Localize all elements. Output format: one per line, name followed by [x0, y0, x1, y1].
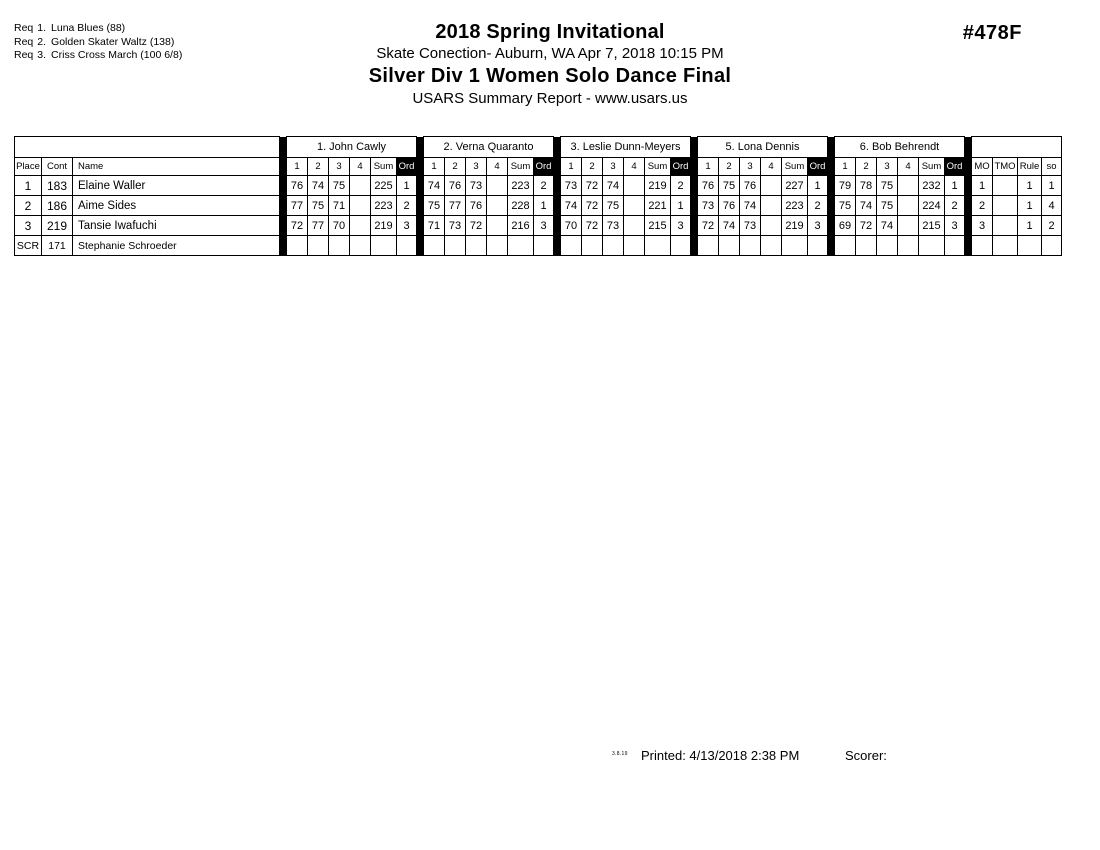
- row-judge3-score1: 73: [561, 176, 582, 196]
- row-judge1-score4: [350, 196, 371, 216]
- row-judge5-sum: 232: [919, 176, 945, 196]
- row-judge4-score2: [719, 236, 740, 256]
- row-judge4-sum: 223: [782, 196, 808, 216]
- row-judge2-ord: [534, 236, 554, 256]
- row-judge1-ord: 1: [397, 176, 417, 196]
- row-judge4-score4: [761, 196, 782, 216]
- column-header-judge4-score1: 1: [698, 158, 719, 176]
- row-judge5-score2: [856, 236, 877, 256]
- row-so: 1: [1042, 176, 1062, 196]
- judge-block-separator: [691, 137, 698, 158]
- column-header-judge3-score1: 1: [561, 158, 582, 176]
- judge-block-separator: [828, 158, 835, 176]
- row-judge1-score4: [350, 216, 371, 236]
- column-header-judge2-score2: 2: [445, 158, 466, 176]
- row-judge1-score1: 72: [287, 216, 308, 236]
- row-judge3-score3: 74: [603, 176, 624, 196]
- row-judge2-score1: 74: [424, 176, 445, 196]
- row-judge3-score2: 72: [582, 196, 603, 216]
- column-header-judge5-score3: 3: [877, 158, 898, 176]
- judge-block-separator: [691, 176, 698, 196]
- event-division-title: Silver Div 1 Women Solo Dance Final: [368, 65, 732, 87]
- row-judge4-score3: [740, 236, 761, 256]
- row-place: 1: [15, 176, 42, 196]
- judge-block-separator: [417, 196, 424, 216]
- judge-block-separator: [554, 176, 561, 196]
- row-judge5-ord: 2: [945, 196, 965, 216]
- row-judge1-ord: 3: [397, 216, 417, 236]
- judge-block-separator: [965, 236, 972, 256]
- row-judge5-score1: [835, 236, 856, 256]
- results-table: [14, 136, 1062, 256]
- row-judge2-score2: 73: [445, 216, 466, 236]
- column-header-judge1-sum: Sum: [371, 158, 397, 176]
- row-judge1-sum: 219: [371, 216, 397, 236]
- row-judge4-score3: 73: [740, 216, 761, 236]
- judge-header-2: 2. Verna Quaranto: [424, 137, 554, 158]
- row-judge3-score2: 72: [582, 176, 603, 196]
- judge-block-separator: [691, 196, 698, 216]
- row-judge4-score3: 74: [740, 196, 761, 216]
- column-header-so: so: [1042, 158, 1062, 176]
- row-judge5-score4: [898, 216, 919, 236]
- row-judge2-sum: 228: [508, 196, 534, 216]
- row-judge1-ord: [397, 236, 417, 256]
- judge-block-separator: [417, 236, 424, 256]
- judge-block-separator: [691, 236, 698, 256]
- row-judge5-score4: [898, 196, 919, 216]
- row-judge5-sum: [919, 236, 945, 256]
- row-judge5-sum: 224: [919, 196, 945, 216]
- row-judge5-score4: [898, 176, 919, 196]
- row-judge4-ord: 2: [808, 196, 828, 216]
- judge-block-separator: [965, 196, 972, 216]
- row-judge2-score2: 76: [445, 176, 466, 196]
- column-header-judge4-score3: 3: [740, 158, 761, 176]
- row-judge1-score4: [350, 236, 371, 256]
- row-judge2-score3: 72: [466, 216, 487, 236]
- row-judge3-ord: [671, 236, 691, 256]
- row-judge5-score4: [898, 236, 919, 256]
- judge-header-3: 3. Leslie Dunn-Meyers: [561, 137, 691, 158]
- row-judge1-score2: [308, 236, 329, 256]
- row-judge5-ord: 3: [945, 216, 965, 236]
- column-header-judge2-sum: Sum: [508, 158, 534, 176]
- row-judge5-score3: 74: [877, 216, 898, 236]
- judge-block-separator: [554, 196, 561, 216]
- row-judge2-score4: [487, 196, 508, 216]
- row-judge1-score2: 75: [308, 196, 329, 216]
- row-judge4-score3: 76: [740, 176, 761, 196]
- row-judge4-score1: 76: [698, 176, 719, 196]
- judge-header-5: 6. Bob Behrendt: [835, 137, 965, 158]
- event-title: 2018 Spring Invitational: [435, 21, 665, 43]
- judge-block-separator: [828, 236, 835, 256]
- judge-block-separator: [417, 158, 424, 176]
- row-judge4-score4: [761, 236, 782, 256]
- judge-block-separator: [280, 158, 287, 176]
- row-tmo: [993, 216, 1018, 236]
- row-judge1-score3: 75: [329, 176, 350, 196]
- row-judge3-score4: [624, 236, 645, 256]
- column-header-judge4-sum: Sum: [782, 158, 808, 176]
- row-tmo: [993, 176, 1018, 196]
- row-judge3-score4: [624, 196, 645, 216]
- row-judge5-ord: 1: [945, 176, 965, 196]
- row-judge2-sum: 223: [508, 176, 534, 196]
- row-judge4-sum: 219: [782, 216, 808, 236]
- event-subtitle: Skate Conection- Auburn, WA Apr 7, 2018 10:15 PM: [376, 45, 724, 62]
- row-rule: 1: [1018, 196, 1042, 216]
- judge-header-1: 1. John Cawly: [287, 137, 417, 158]
- column-header-judge1-score3: 3: [329, 158, 350, 176]
- row-judge3-ord: 1: [671, 196, 691, 216]
- row-contestant-number: 183: [42, 176, 73, 196]
- judge-block-separator: [965, 216, 972, 236]
- judge-block-separator: [691, 216, 698, 236]
- column-header-judge1-score2: 2: [308, 158, 329, 176]
- row-judge3-sum: 219: [645, 176, 671, 196]
- row-judge2-ord: 3: [534, 216, 554, 236]
- row-rule: [1018, 236, 1042, 256]
- judge-header-4: 5. Lona Dennis: [698, 137, 828, 158]
- row-judge1-score2: 74: [308, 176, 329, 196]
- row-judge3-ord: 3: [671, 216, 691, 236]
- row-judge5-score2: 78: [856, 176, 877, 196]
- row-place: 3: [15, 216, 42, 236]
- row-judge2-score3: 73: [466, 176, 487, 196]
- row-judge3-score3: 73: [603, 216, 624, 236]
- column-header-rule: Rule: [1018, 158, 1042, 176]
- row-place: 2: [15, 196, 42, 216]
- row-judge4-score1: 72: [698, 216, 719, 236]
- column-header-judge5-score2: 2: [856, 158, 877, 176]
- row-skater-name: Tansie Iwafuchi: [73, 216, 280, 236]
- judge-block-separator: [417, 216, 424, 236]
- judge-block-separator: [280, 216, 287, 236]
- requirement-text: Criss Cross March (100 6/8): [51, 49, 183, 61]
- table-top-left-blank: [15, 137, 280, 158]
- row-judge1-score3: 70: [329, 216, 350, 236]
- row-so: 4: [1042, 196, 1062, 216]
- row-judge3-score1: 74: [561, 196, 582, 216]
- row-mo: [972, 236, 993, 256]
- row-judge4-score4: [761, 176, 782, 196]
- row-judge4-ord: [808, 236, 828, 256]
- row-judge1-score1: 77: [287, 196, 308, 216]
- judge-block-separator: [965, 176, 972, 196]
- requirement-label: Req: [14, 35, 34, 48]
- row-judge4-ord: 1: [808, 176, 828, 196]
- row-judge5-ord: [945, 236, 965, 256]
- column-header-place: Place: [15, 158, 42, 176]
- row-judge5-score2: 72: [856, 216, 877, 236]
- row-judge2-score1: 71: [424, 216, 445, 236]
- row-judge4-sum: [782, 236, 808, 256]
- row-judge2-score2: [445, 236, 466, 256]
- row-judge1-sum: 225: [371, 176, 397, 196]
- row-judge2-score4: [487, 216, 508, 236]
- row-contestant-number: 171: [42, 236, 73, 256]
- column-header-judge2-score4: 4: [487, 158, 508, 176]
- row-judge5-score1: 75: [835, 196, 856, 216]
- row-judge2-score4: [487, 176, 508, 196]
- row-judge1-sum: 223: [371, 196, 397, 216]
- row-judge5-score3: 75: [877, 196, 898, 216]
- row-judge5-score1: 69: [835, 216, 856, 236]
- row-judge1-score3: [329, 236, 350, 256]
- row-judge4-score2: 75: [719, 176, 740, 196]
- judge-block-separator: [965, 137, 972, 158]
- table-row: [15, 236, 1062, 256]
- judge-block-separator: [554, 158, 561, 176]
- column-header-judge1-score1: 1: [287, 158, 308, 176]
- judge-block-separator: [828, 176, 835, 196]
- row-judge1-score1: 76: [287, 176, 308, 196]
- judge-block-separator: [280, 137, 287, 158]
- judge-block-separator: [554, 216, 561, 236]
- row-judge2-ord: 2: [534, 176, 554, 196]
- judge-name-row: [15, 137, 1062, 158]
- requirement-text: Luna Blues (88): [51, 22, 126, 34]
- requirement-text: Golden Skater Waltz (138): [51, 35, 175, 48]
- column-header-row: [15, 158, 1062, 176]
- column-header-mo: MO: [972, 158, 993, 176]
- row-judge1-score2: 77: [308, 216, 329, 236]
- row-judge4-score4: [761, 216, 782, 236]
- column-header-judge5-ord: Ord: [945, 158, 965, 176]
- judge-block-separator: [691, 158, 698, 176]
- table-row: [15, 176, 1062, 196]
- event-number: #478F: [962, 22, 1022, 44]
- scorer-label: Scorer:: [845, 748, 887, 763]
- row-so: 2: [1042, 216, 1062, 236]
- judge-block-separator: [280, 176, 287, 196]
- column-header-judge2-score1: 1: [424, 158, 445, 176]
- printed-timestamp: Printed: 4/13/2018 2:38 PM: [641, 748, 800, 763]
- row-judge4-score1: [698, 236, 719, 256]
- row-judge1-score4: [350, 176, 371, 196]
- row-judge4-score1: 73: [698, 196, 719, 216]
- table-row: [15, 216, 1062, 236]
- row-skater-name: Stephanie Schroeder: [73, 236, 280, 256]
- requirement-number: 2.: [37, 35, 47, 48]
- column-header-judge4-score4: 4: [761, 158, 782, 176]
- column-header-judge2-ord: Ord: [534, 158, 554, 176]
- row-judge4-ord: 3: [808, 216, 828, 236]
- column-header-judge3-score3: 3: [603, 158, 624, 176]
- column-header-judge3-sum: Sum: [645, 158, 671, 176]
- row-judge3-sum: [645, 236, 671, 256]
- requirement-number: 1.: [37, 22, 47, 34]
- version-stamp: 3.8.19: [612, 751, 628, 757]
- row-so: [1042, 236, 1062, 256]
- judge-block-separator: [828, 216, 835, 236]
- row-judge3-score1: [561, 236, 582, 256]
- row-rule: 1: [1018, 216, 1042, 236]
- requirement-label: Req: [14, 22, 34, 34]
- row-judge2-sum: [508, 236, 534, 256]
- column-header-judge4-ord: Ord: [808, 158, 828, 176]
- row-judge5-score2: 74: [856, 196, 877, 216]
- judge-block-separator: [554, 236, 561, 256]
- column-header-judge5-sum: Sum: [919, 158, 945, 176]
- column-header-judge3-ord: Ord: [671, 158, 691, 176]
- column-header-judge5-score1: 1: [835, 158, 856, 176]
- column-header-judge1-ord: Ord: [397, 158, 417, 176]
- row-mo: 2: [972, 196, 993, 216]
- judge-block-separator: [280, 196, 287, 216]
- row-mo: 3: [972, 216, 993, 236]
- row-judge1-score3: 71: [329, 196, 350, 216]
- tail-top-blank: [972, 137, 1062, 158]
- row-judge1-score1: [287, 236, 308, 256]
- table-row: [15, 196, 1062, 216]
- row-judge5-score3: 75: [877, 176, 898, 196]
- row-judge3-score2: 72: [582, 216, 603, 236]
- row-judge2-score3: 76: [466, 196, 487, 216]
- column-header-name: Name: [73, 158, 280, 176]
- row-judge2-ord: 1: [534, 196, 554, 216]
- row-judge2-score3: [466, 236, 487, 256]
- column-header-tmo: TMO: [993, 158, 1018, 176]
- row-judge5-score1: 79: [835, 176, 856, 196]
- column-header-cont: Cont: [42, 158, 73, 176]
- requirement-label: Req: [14, 49, 34, 61]
- row-tmo: [993, 236, 1018, 256]
- row-judge5-score3: [877, 236, 898, 256]
- row-judge3-score1: 70: [561, 216, 582, 236]
- column-header-judge1-score4: 4: [350, 158, 371, 176]
- judge-block-separator: [554, 137, 561, 158]
- column-header-judge5-score4: 4: [898, 158, 919, 176]
- judge-block-separator: [828, 196, 835, 216]
- row-tmo: [993, 196, 1018, 216]
- row-judge2-sum: 216: [508, 216, 534, 236]
- row-judge1-sum: [371, 236, 397, 256]
- row-judge2-score1: [424, 236, 445, 256]
- row-contestant-number: 219: [42, 216, 73, 236]
- row-rule: 1: [1018, 176, 1042, 196]
- judge-block-separator: [828, 137, 835, 158]
- row-judge2-score1: 75: [424, 196, 445, 216]
- row-judge3-sum: 215: [645, 216, 671, 236]
- row-judge3-score2: [582, 236, 603, 256]
- requirement-number: 3.: [37, 49, 47, 61]
- row-judge3-score4: [624, 176, 645, 196]
- row-skater-name: Aime Sides: [73, 196, 280, 216]
- judge-block-separator: [417, 176, 424, 196]
- report-source-line: USARS Summary Report - www.usars.us: [412, 90, 688, 107]
- column-header-judge4-score2: 2: [719, 158, 740, 176]
- judge-block-separator: [280, 236, 287, 256]
- row-judge2-score2: 77: [445, 196, 466, 216]
- row-judge2-score4: [487, 236, 508, 256]
- row-judge5-sum: 215: [919, 216, 945, 236]
- row-judge4-score2: 76: [719, 196, 740, 216]
- column-header-judge3-score2: 2: [582, 158, 603, 176]
- row-place: SCR: [15, 236, 42, 256]
- row-mo: 1: [972, 176, 993, 196]
- row-judge1-ord: 2: [397, 196, 417, 216]
- column-header-judge3-score4: 4: [624, 158, 645, 176]
- judge-block-separator: [417, 137, 424, 158]
- judge-block-separator: [965, 158, 972, 176]
- row-judge3-score4: [624, 216, 645, 236]
- row-judge3-score3: 75: [603, 196, 624, 216]
- row-judge3-sum: 221: [645, 196, 671, 216]
- row-judge3-ord: 2: [671, 176, 691, 196]
- row-contestant-number: 186: [42, 196, 73, 216]
- title-block: [0, 20, 1100, 109]
- row-judge4-sum: 227: [782, 176, 808, 196]
- row-judge4-score2: 74: [719, 216, 740, 236]
- row-skater-name: Elaine Waller: [73, 176, 280, 196]
- row-judge3-score3: [603, 236, 624, 256]
- column-header-judge2-score3: 3: [466, 158, 487, 176]
